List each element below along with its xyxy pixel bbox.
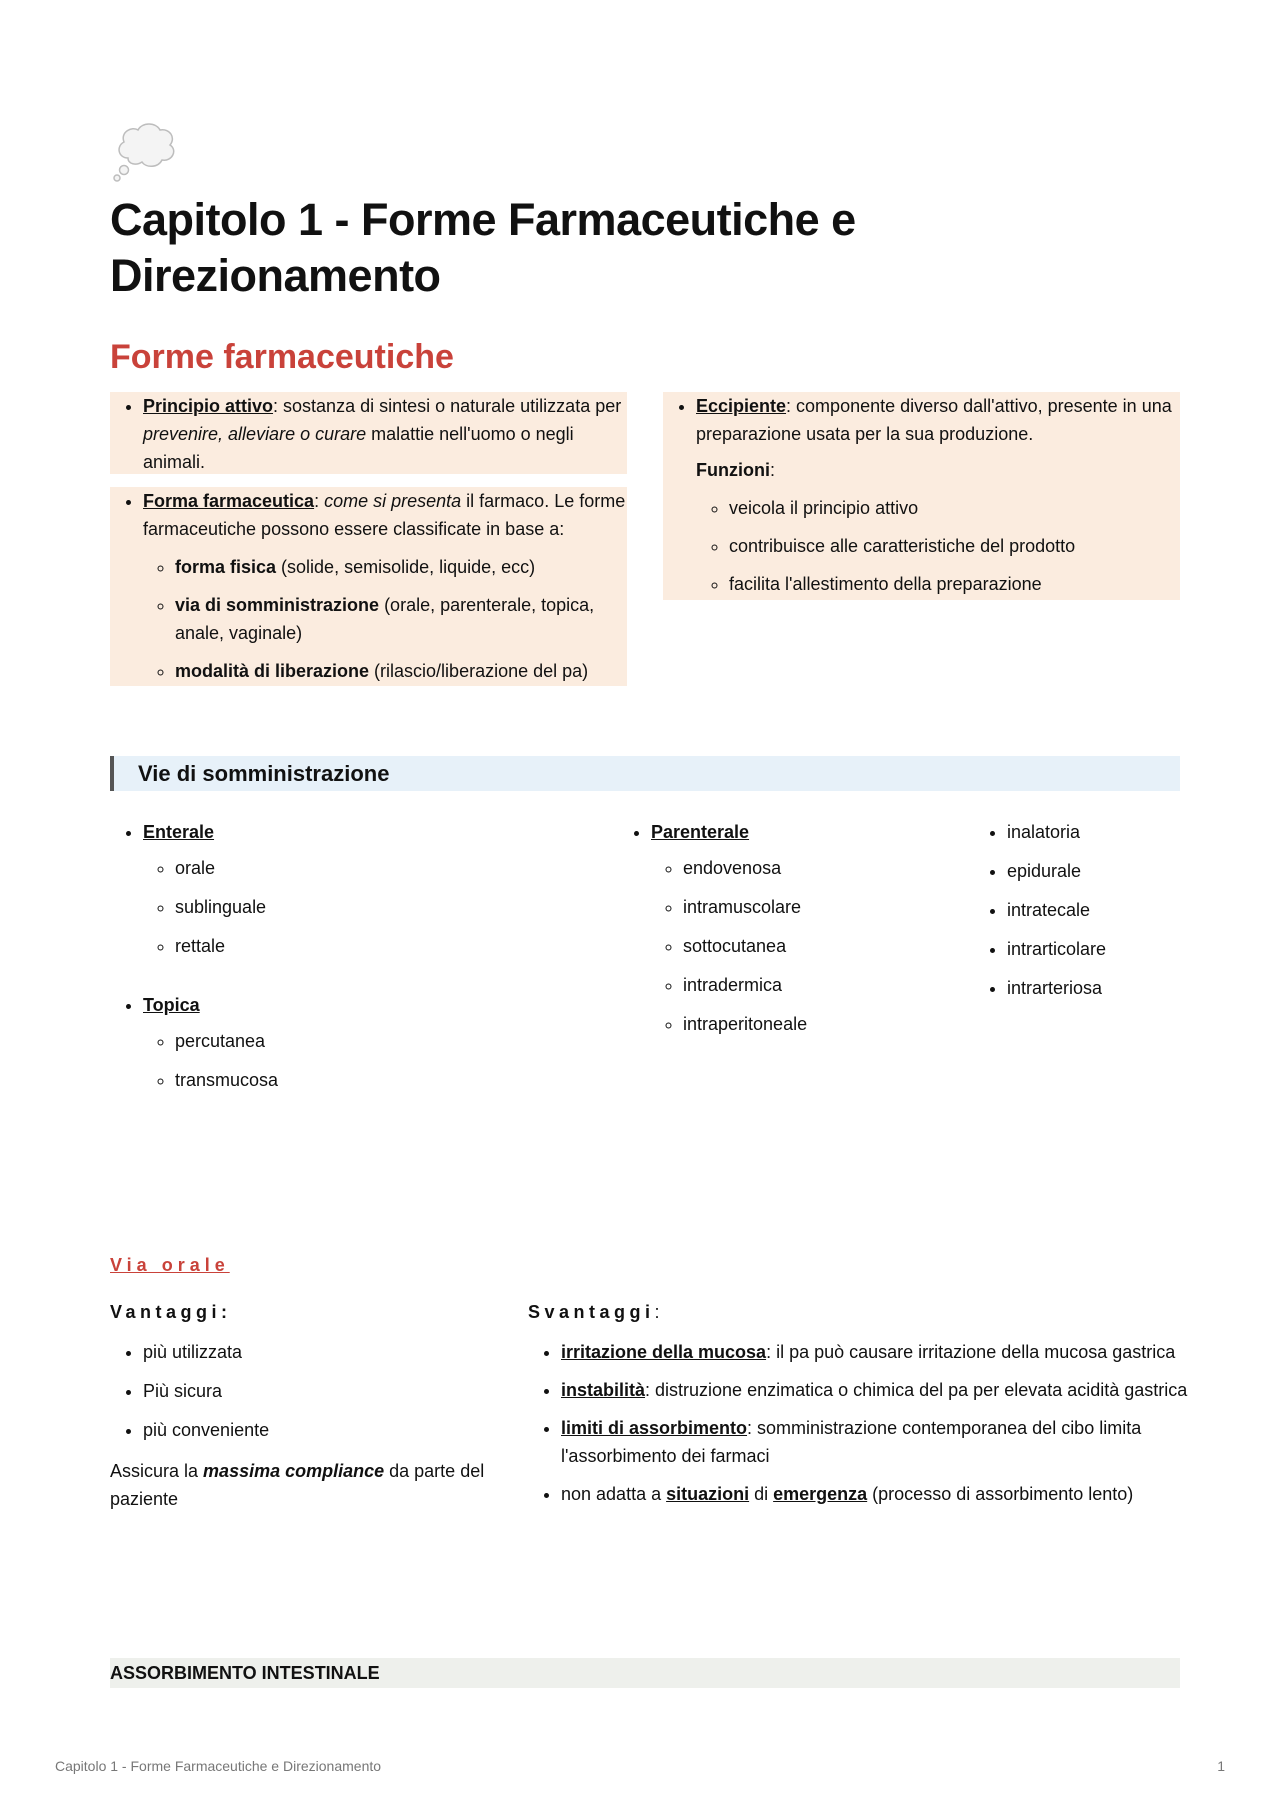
svantaggio-term: situazioni bbox=[666, 1484, 750, 1504]
list-item bbox=[175, 591, 627, 647]
list-item bbox=[561, 1480, 1201, 1508]
enterale-sublist bbox=[143, 854, 593, 960]
principio-italic: prevenire, alleviare o curare bbox=[143, 424, 367, 444]
forma-item bbox=[143, 487, 627, 685]
list-item: ◦ intradermica bbox=[683, 971, 991, 999]
list-item: • epidurale bbox=[1007, 857, 1207, 885]
vantaggi-label: Vantaggi: bbox=[110, 1302, 232, 1322]
page-number: 1 bbox=[1217, 1758, 1225, 1774]
svantaggi-label bbox=[528, 1302, 664, 1323]
forma-sub-text: (rilascio/liberazione del pa) bbox=[369, 661, 589, 681]
svantaggio-term: irritazione della mucosa bbox=[561, 1342, 767, 1362]
forma-text: il farmaco. Le forme farmaceutiche possono essere classificate in base a: bbox=[143, 491, 626, 539]
forma-sublist bbox=[143, 553, 627, 685]
forma-sub-text: (solide, semisolide, liquide, ecc) bbox=[276, 557, 536, 577]
svantaggio-text: : distruzione enzimatica o chimica del pa per elevata acidità gastrica bbox=[645, 1380, 1188, 1400]
list-item: ◦ facilita l'allestimento della preparazione bbox=[729, 570, 1180, 598]
compliance-pre: Assicura la bbox=[110, 1461, 204, 1481]
svantaggio-pre: non adatta a bbox=[561, 1484, 667, 1504]
list-item: • più utilizzata bbox=[143, 1338, 523, 1366]
assorbimento-heading: ASSORBIMENTO INTESTINALE bbox=[110, 1658, 1180, 1688]
svantaggio-text: : il pa può causare irritazione della mucosa gastrica bbox=[766, 1342, 1176, 1362]
section-heading-forme: Forme farmaceutiche bbox=[110, 338, 454, 376]
principio-term: Principio attivo bbox=[143, 396, 274, 416]
footer-title: Capitolo 1 - Forme Farmaceutiche e Direzionamento bbox=[55, 1758, 382, 1774]
eccipiente-item bbox=[696, 392, 1180, 448]
callout-principio-attivo bbox=[110, 392, 627, 474]
list-item: ◦ transmucosa bbox=[175, 1066, 593, 1094]
principio-text: : sostanza di sintesi o naturale utilizzata per bbox=[273, 396, 622, 416]
list-item: ◦ orale bbox=[175, 854, 593, 882]
list-svantaggi bbox=[528, 1338, 1201, 1518]
svantaggio-term: emergenza bbox=[773, 1484, 868, 1504]
list-item: ◦ contribuisce alle caratteristiche del prodotto bbox=[729, 532, 1180, 560]
svantaggio-post: (processo di assorbimento lento) bbox=[867, 1484, 1134, 1504]
page-title: Capitolo 1 - Forme Farmaceutiche e Direzionamento bbox=[110, 194, 856, 301]
list-item: ◦ veicola il principio attivo bbox=[729, 494, 1180, 522]
list-parenterale bbox=[618, 818, 991, 1049]
funzioni-label bbox=[696, 456, 1180, 484]
section-heading-vie: Vie di somministrazione bbox=[110, 756, 1180, 791]
principio-item bbox=[143, 392, 627, 476]
eccipiente-text: : componente diverso dall'attivo, presente in una preparazione usata per la sua produzione. bbox=[696, 396, 1172, 444]
list-item: ◦ sublinguale bbox=[175, 893, 593, 921]
list-item-parenterale bbox=[651, 818, 991, 1038]
list-item: ◦ intraperitoneale bbox=[683, 1010, 991, 1038]
funzioni-label-text: Funzioni bbox=[696, 460, 770, 480]
funzioni-list bbox=[663, 494, 1180, 598]
parenterale-sublist bbox=[651, 854, 991, 1038]
list-item: • intrarteriosa bbox=[1007, 974, 1207, 1002]
svantaggi-colon: : bbox=[654, 1302, 665, 1322]
forma-sub-bold: forma fisica bbox=[175, 557, 277, 577]
list-item: ◦ percutanea bbox=[175, 1027, 593, 1055]
forma-sub-bold: via di somministrazione bbox=[175, 595, 380, 615]
list-item-topica bbox=[143, 991, 593, 1094]
list-item: ◦ endovenosa bbox=[683, 854, 991, 882]
list-item: • inalatoria bbox=[1007, 818, 1207, 846]
svantaggio-text: : somministrazione contemporanea del cibo limita l'assorbimento dei farmaci bbox=[561, 1418, 1142, 1466]
thought-bubble-icon bbox=[110, 118, 180, 184]
svantaggio-term: instabilità bbox=[561, 1380, 646, 1400]
compliance-post: da parte del paziente bbox=[110, 1461, 485, 1509]
list-item: ◦ intramuscolare bbox=[683, 893, 991, 921]
list-item bbox=[561, 1414, 1201, 1470]
list-item bbox=[561, 1376, 1201, 1404]
forma-term: Forma farmaceutica bbox=[143, 491, 315, 511]
callout-forma-farmaceutica bbox=[110, 487, 627, 686]
list-enterale-topica bbox=[110, 818, 593, 1105]
list-item: ◦ sottocutanea bbox=[683, 932, 991, 960]
svantaggio-mid: di bbox=[749, 1484, 774, 1504]
topica-label: Topica bbox=[143, 995, 200, 1015]
list-item: • intrarticolare bbox=[1007, 935, 1207, 963]
callout-eccipiente bbox=[663, 392, 1180, 600]
via-orale-heading: Via orale bbox=[110, 1255, 230, 1275]
forma-italic: come si presenta bbox=[324, 491, 462, 511]
forma-sub-bold: modalità di liberazione bbox=[175, 661, 370, 681]
compliance-text bbox=[110, 1457, 510, 1513]
list-item: • Più sicura bbox=[143, 1377, 523, 1405]
list-altre-vie bbox=[974, 818, 1207, 1013]
list-item bbox=[175, 657, 627, 685]
enterale-label: Enterale bbox=[143, 822, 215, 842]
list-item bbox=[175, 553, 627, 581]
list-item bbox=[561, 1338, 1201, 1366]
list-vantaggi bbox=[110, 1338, 523, 1455]
list-item-enterale bbox=[143, 818, 593, 960]
list-item: • più conveniente bbox=[143, 1416, 523, 1444]
eccipiente-term: Eccipiente bbox=[696, 396, 787, 416]
parenterale-label: Parenterale bbox=[651, 822, 750, 842]
list-item: • intratecale bbox=[1007, 896, 1207, 924]
list-item: ◦ rettale bbox=[175, 932, 593, 960]
forma-colon: : bbox=[314, 491, 325, 511]
topica-sublist bbox=[143, 1027, 593, 1094]
svantaggio-term: limiti di assorbimento bbox=[561, 1418, 748, 1438]
principio-text-end: malattie nell'uomo o negli animali. bbox=[143, 424, 574, 472]
svantaggi-label-text: Svantaggi bbox=[528, 1302, 655, 1322]
forma-sub-text: (orale, parenterale, topica, anale, vaginale) bbox=[175, 595, 595, 643]
funzioni-colon: : bbox=[769, 460, 775, 480]
compliance-bold: massima compliance bbox=[203, 1461, 385, 1481]
